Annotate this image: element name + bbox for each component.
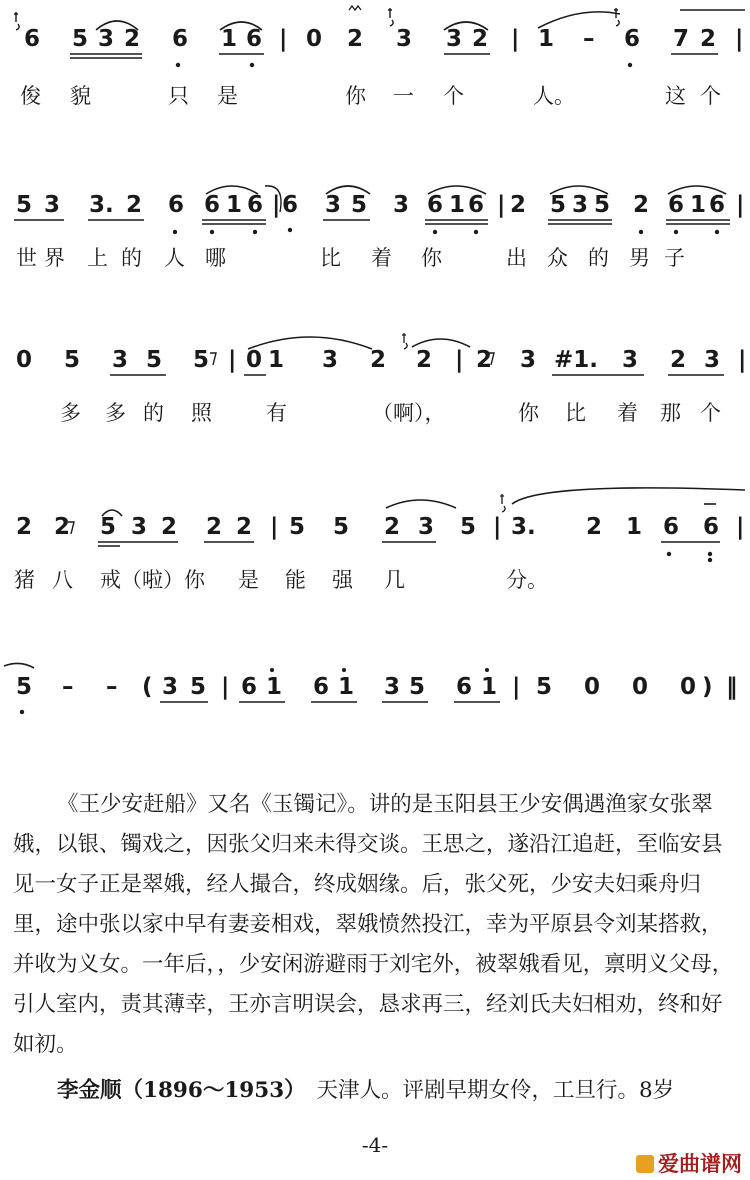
note: 2 [16, 514, 33, 540]
note: 2 [124, 26, 141, 52]
lyric: 能 [285, 568, 306, 592]
lyric: 比 [565, 401, 586, 425]
barline: | [736, 192, 745, 218]
lyric: 个 [700, 401, 721, 425]
watermark-logo-icon [636, 1155, 654, 1173]
note: 2 [472, 26, 489, 52]
note: 5 [193, 347, 210, 373]
note: 6 [247, 192, 264, 218]
note: 6 [427, 192, 444, 218]
barline: | [511, 26, 520, 52]
lyric: 哪 [205, 246, 226, 270]
note: 0 [680, 674, 697, 700]
note: 3 [322, 347, 339, 373]
article-text [13, 785, 740, 1111]
note: 3 [446, 26, 463, 52]
note: 2 [510, 192, 527, 218]
note: 6 [168, 192, 185, 218]
note: 3 [520, 347, 537, 373]
note: 1 [449, 192, 466, 218]
synopsis-paragraph: 《王少安赶船》又名《玉镯记》。讲的是玉阳县王少安偶遇渔家女张翠娥，以银、镯戏之，因张父归来未得交谈。王思之，遂沿江追赶，至临安县见一女子正是翠娥，经人撮合，终成姻缘。后，张父死，少安夫妇乘舟归里，途中张以家中早有妻妾相戏，翠娥愤然投江，幸为平原县令刘某搭救，并收为义女。一年后，，少安闲游避雨于刘宅外，被翠娥看见，禀明义父母，引人室内，责其薄幸，王亦言明误会，恳求再三，经刘氏夫妇相劝，终和好如初。 [13, 792, 734, 1057]
lyric: 个 [443, 84, 464, 108]
note: 6 [468, 192, 485, 218]
note: 6 [204, 192, 221, 218]
lyric: 有 [266, 401, 287, 425]
barline: | [497, 192, 506, 218]
lyric: 分。 [506, 568, 548, 592]
lyric: 你 [421, 246, 442, 270]
lyric: 只 [168, 84, 189, 108]
lyric: 几 [384, 568, 405, 592]
lyric: 男 [629, 246, 650, 270]
lyric: 是 [238, 568, 259, 592]
biography-text: 天津人。评剧早期女伶，工旦行。8岁 [316, 1078, 675, 1103]
note: 5 [550, 192, 567, 218]
watermark [636, 1148, 742, 1178]
lyric: 的 [143, 401, 164, 425]
barline: | [738, 347, 747, 373]
lyric: 八 [52, 568, 73, 592]
note: 6 [703, 514, 720, 540]
score-row-4 [0, 510, 750, 600]
note: 3. [511, 514, 536, 540]
lyric: 个 [700, 84, 721, 108]
lyric: 这 [665, 84, 686, 108]
note: 5 [190, 674, 207, 700]
note: 3 [325, 192, 342, 218]
biography-name: 李金顺（1896～1953） [57, 1078, 295, 1103]
note: 0 [584, 674, 601, 700]
note: 3 [418, 514, 435, 540]
barline: | [270, 514, 279, 540]
lyric: 你 [345, 84, 366, 108]
note: 1 [690, 192, 707, 218]
note: 1 [338, 674, 355, 700]
lyric: 貌 [70, 84, 91, 108]
lyric: 子 [664, 246, 685, 270]
lyric: 着 [371, 246, 392, 270]
lyric: 界 [44, 246, 65, 270]
note: 2 [586, 514, 603, 540]
note: 5 [536, 674, 553, 700]
note: 2 [161, 514, 178, 540]
note: 5 [351, 192, 368, 218]
note: 5 [16, 674, 33, 700]
lyric: 照 [191, 401, 212, 425]
page-number: -4- [361, 1133, 389, 1157]
score-row-1 [0, 20, 750, 110]
score-row-5 [0, 670, 750, 730]
note: 2 [700, 26, 717, 52]
lyric: 上 [87, 246, 108, 270]
note: 5 [460, 514, 477, 540]
note: 3 [384, 674, 401, 700]
note: 2 [384, 514, 401, 540]
note: 3 [393, 192, 410, 218]
lyric: 强 [332, 568, 353, 592]
barline: | [736, 514, 745, 540]
lyric: 出 [506, 246, 527, 270]
lyric: 众 [547, 246, 568, 270]
note: 6 [456, 674, 473, 700]
note: 2 [347, 26, 364, 52]
note: 5 [333, 514, 350, 540]
lyric: 着 [617, 401, 638, 425]
lyric: 人 [164, 246, 185, 270]
note: 1 [626, 514, 643, 540]
note: 1 [538, 26, 555, 52]
note: 7 [673, 26, 690, 52]
note: 5 [409, 674, 426, 700]
note: 2 [633, 192, 650, 218]
note: 3 [162, 674, 179, 700]
note: 1 [268, 347, 285, 373]
note: 3 [704, 347, 721, 373]
notation-marks [0, 20, 750, 110]
note: 6 [624, 26, 641, 52]
note: 3 [572, 192, 589, 218]
note: 6 [246, 26, 263, 52]
note: 3 [112, 347, 129, 373]
note: 5 [594, 192, 611, 218]
note: 5 [64, 347, 81, 373]
note: 2 [126, 192, 143, 218]
dash: – [106, 674, 118, 700]
dash: – [583, 26, 595, 52]
note: 3 [131, 514, 148, 540]
lyric: 多 [105, 401, 126, 425]
note: 3 [44, 192, 61, 218]
barline: | [512, 674, 521, 700]
note: 2 [416, 347, 433, 373]
watermark-text: 爱曲谱网 [658, 1152, 742, 1176]
note: 5 [72, 26, 89, 52]
note: 1 [266, 674, 283, 700]
note: 3. [89, 192, 114, 218]
note: 5 [16, 192, 33, 218]
lyric: 世 [16, 246, 37, 270]
note: 5 [289, 514, 306, 540]
note: 0 [246, 347, 263, 373]
note: 6 [663, 514, 680, 540]
note: 5 [100, 514, 117, 540]
note: 2 [476, 347, 493, 373]
note: 1 [226, 192, 243, 218]
note: 1 [221, 26, 238, 52]
note: 2 [236, 514, 253, 540]
note: 2 [206, 514, 223, 540]
note: 3 [622, 347, 639, 373]
note: 6 [241, 674, 258, 700]
note: 2 [670, 347, 687, 373]
note: 0 [306, 26, 323, 52]
lyric: 人。 [533, 84, 575, 108]
lyric: 那 [660, 401, 681, 425]
lyric: 的 [121, 246, 142, 270]
note: #1. [554, 347, 599, 373]
lyric: 一 [393, 84, 414, 108]
lyric: 俊 [20, 84, 41, 108]
score-row-2 [0, 188, 750, 278]
biography-paragraph [13, 1071, 740, 1111]
barline: | [272, 192, 281, 218]
note: 0 [632, 674, 649, 700]
bracket-open: ( [142, 674, 153, 700]
bracket-close: ) [702, 674, 713, 700]
lyric: 的 [588, 246, 609, 270]
note: 6 [313, 674, 330, 700]
lyric: 比 [320, 246, 341, 270]
note: 2 [370, 347, 387, 373]
score-row-3 [0, 343, 750, 433]
barline: | [455, 347, 464, 373]
note: 5 [146, 347, 163, 373]
lyric: 戒（啦）你 [100, 568, 205, 592]
lyric: 猪 [14, 568, 35, 592]
lyric: 多 [60, 401, 81, 425]
note: 2 [54, 514, 71, 540]
barline: | [228, 347, 237, 373]
note: 6 [24, 26, 41, 52]
note: 6 [282, 192, 299, 218]
note: 0 [16, 347, 33, 373]
notation-marks [0, 670, 750, 730]
note: 6 [709, 192, 726, 218]
note: 1 [481, 674, 498, 700]
note: 6 [172, 26, 189, 52]
note: 3 [98, 26, 115, 52]
barline: | [279, 26, 288, 52]
barline: | [493, 514, 502, 540]
lyric: （啊）， [372, 401, 446, 425]
lyric: 是 [217, 84, 238, 108]
final-barline: ‖ [726, 674, 738, 700]
barline: | [221, 674, 230, 700]
note: 3 [396, 26, 413, 52]
barline: | [735, 26, 744, 52]
lyric: 你 [518, 401, 539, 425]
note: 6 [668, 192, 685, 218]
dash: – [62, 674, 74, 700]
